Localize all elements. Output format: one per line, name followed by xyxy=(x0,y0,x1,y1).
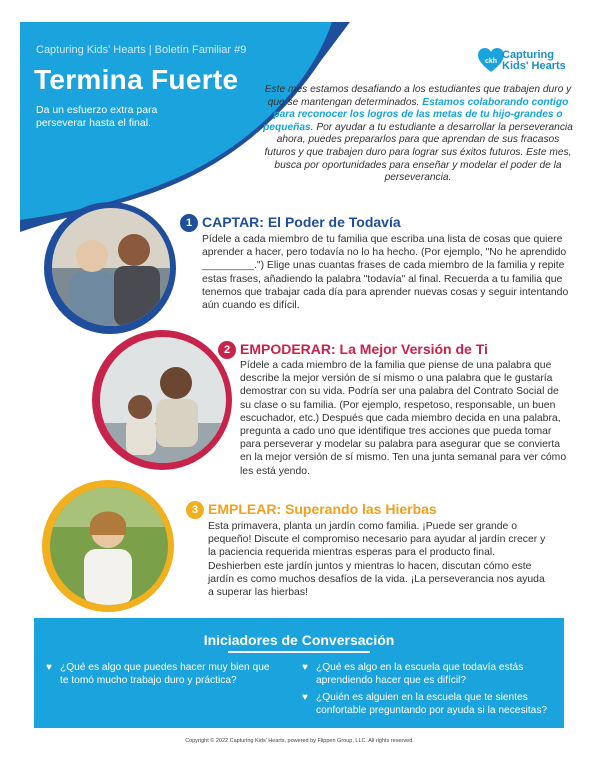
conversation-question-1 xyxy=(46,662,278,687)
question-text: ¿Qué es algo que puedes hacer muy bien que te tomó mucho trabajo duro y práctica? xyxy=(60,662,270,686)
section-2-photo xyxy=(100,337,226,463)
question-text: ¿Qué es algo en la escuela que todavía estás aprendiendo hacer que es difícil? xyxy=(316,662,524,686)
heart-bullet-icon: ♥ xyxy=(46,662,52,673)
conversation-title: Iniciadores de Conversación xyxy=(203,632,395,648)
section-2-body: Pídele a cada miembro de la familia que piense de una palabra que describe la mejor versión de sí mismo o una palabra que le gustaría demostrar con su vida. Podría ser una palabra del Contrato Social de su clase o su familia. (Por ejemplo, respetoso, responsable, un buen escuchador, etc.) Después que cada miembro decida en una palabra, pregunta a cado uno que identifique tres acciones que pueda tomar para perseverar y modelar su palabra para asegurar que se convierta en la mejor versión de sí mismo. Ten una junta semanal para ver cómo les está yendo. xyxy=(240,360,567,477)
intro-text-2: . Por ayudar a tu estudiante a desarrollar la perseverancia ahora, puedes prepararlos para que aprendan de sus fracasos futuros y que trabajen duro para lograr sus éxitos futuros. Este mes, busca por oportunidades para enseñar y modelar el poder de la perseverancia. xyxy=(264,121,573,184)
conversation-question-3 xyxy=(302,692,558,717)
copyright-footer: Copyright © 2022 Capturing Kids' Hearts, powered by Flippen Group, LLC. All rights reserved. xyxy=(185,738,414,744)
page-title: Termina Fuerte xyxy=(34,64,239,95)
logo-line-1: Capturing xyxy=(502,49,554,61)
section-2-number: 2 xyxy=(218,341,236,359)
intro-highlight: Estamos colaborando contigo para reconocer los logros de las metas de tu hijo-grandes o pequeñas xyxy=(263,96,569,133)
conversation-title-underline xyxy=(228,651,370,653)
conversation-question-2 xyxy=(302,662,558,687)
intro-paragraph xyxy=(262,84,574,185)
section-3-body: Esta primavera, planta un jardín como familia. ¡Puede ser grande o pequeño! Discute el compromiso necesario para ayudar al jardín crecer y la paciencia requerida mientras esperas para el producto final. Deshierben este jardín juntos y mientras lo hacen, discutan cómo este jardín es como muchos desafíos de la vida. ¡La perseverancia nos ayuda a superar las hierbas! xyxy=(208,521,546,599)
section-1-photo xyxy=(52,208,170,326)
section-1-number: 1 xyxy=(180,214,198,232)
question-text: ¿Quién es alguien en la escuela que te sientes confortable preguntando por ayuda si la necesitas? xyxy=(316,692,548,716)
section-3-number: 3 xyxy=(186,501,204,519)
section-3-photo xyxy=(50,487,168,605)
heart-logo-icon xyxy=(478,48,504,74)
logo-line-2: Kids' Hearts xyxy=(502,60,566,72)
section-1-title: CAPTAR: El Poder de Todavía xyxy=(202,214,401,230)
heart-bullet-icon: ♥ xyxy=(302,662,308,673)
heart-bullet-icon: ♥ xyxy=(302,692,308,703)
newsletter-subtitle: Capturing Kids' Hearts | Boletín Familiar #9 xyxy=(36,44,247,56)
section-1-body: Pídele a cada miembro de tu familia que escriba una lista de cosas que quiere aprender a hacer, pero todavía no lo ha hecho. (Por ejemplo, "No he aprendido _________.") Elige unas cuantas frases de cada miembro de la familia y repite estas frases, añadiendo la palabra "todavía" al final. Recuerda a tu familia que tenemos que trabajar cada día para aprender nuevas cosas y seguir intentando aún cuando es difícil. xyxy=(202,234,569,312)
section-3-title: EMPLEAR: Superando las Hierbas xyxy=(208,501,437,517)
section-2-title: EMPODERAR: La Mejor Versión de Ti xyxy=(240,341,488,357)
header-tagline: Da un esfuerzo extra para perseverar hasta el final. xyxy=(36,104,158,129)
brand-logo xyxy=(478,46,568,76)
intro-text-1: Este mes estamos desafiando a los estudiantes que trabajen duro y que se mantengan determinados. xyxy=(264,84,572,108)
conversation-starters-box xyxy=(34,618,564,728)
logo-mark-text: ckh xyxy=(484,58,498,65)
